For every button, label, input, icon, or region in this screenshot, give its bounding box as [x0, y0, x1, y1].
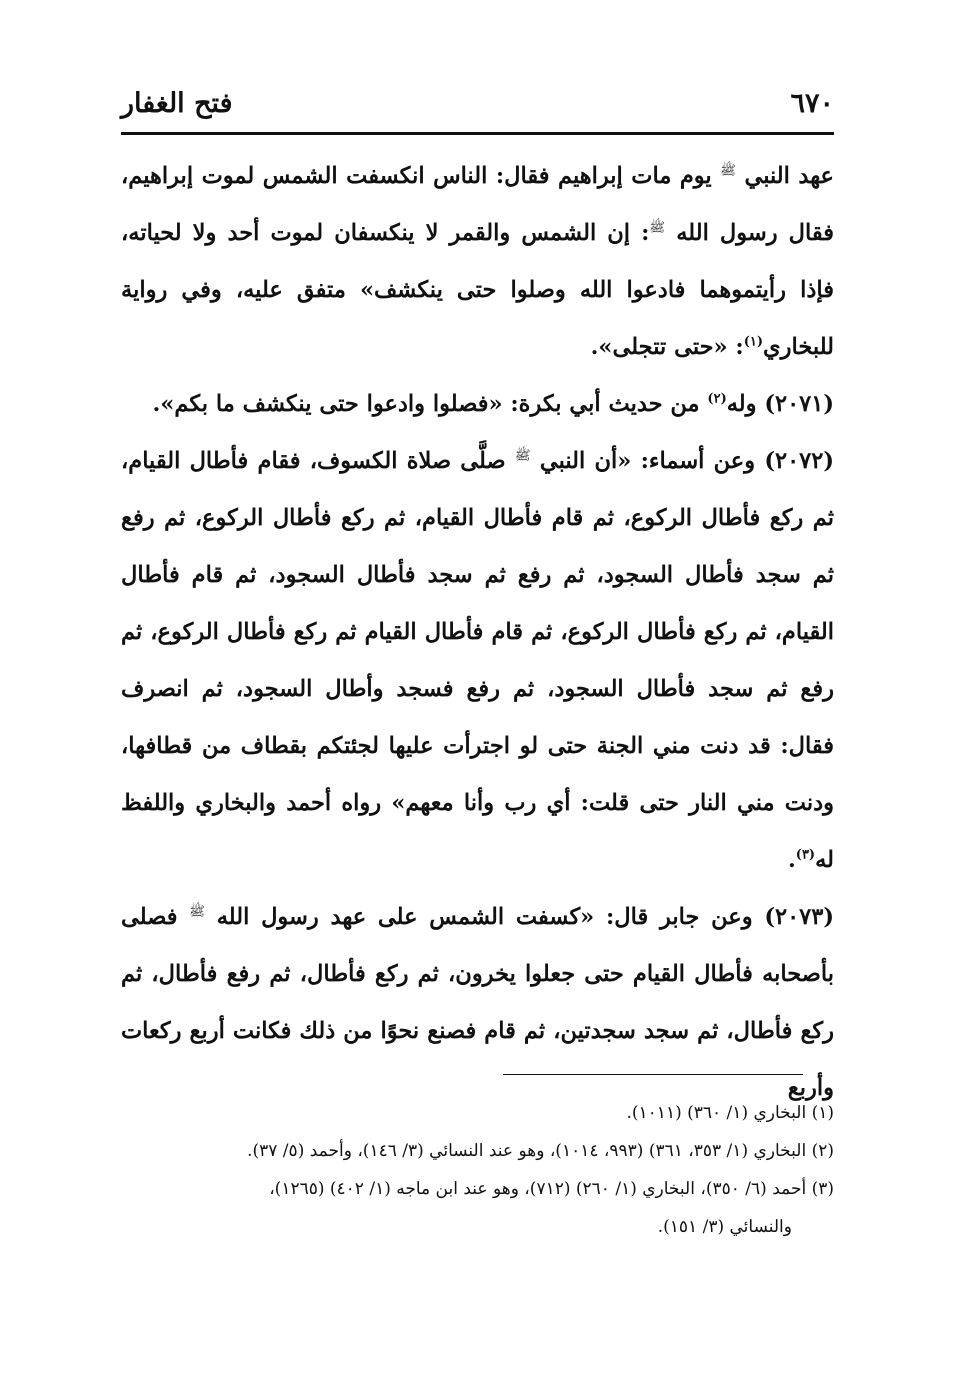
hadith-number: (٢٠٧٢) [764, 448, 834, 474]
honorific-mark: ﷺ [720, 163, 736, 179]
honorific-mark: ﷺ [514, 448, 531, 464]
footnote-ref: (٢) [707, 391, 727, 407]
footnote-3: (٣) أحمد (٦/ ٣٥٠)، البخاري (١/ ٢٦٠) (٧١٢)، وهو عند ابن ماجه (١/ ٤٠٢) (١٢٦٥)، [269, 1179, 834, 1199]
text-span: وله [726, 391, 765, 417]
book-title: فتح الغفار [121, 88, 233, 119]
page-header [121, 86, 834, 132]
hadith-2072 [121, 433, 834, 889]
honorific-mark: ﷺ [649, 220, 666, 236]
text-span: وعن جابر قال: «كسفت الشمس على عهد رسول الله [216, 904, 765, 930]
hadith-number: (٢٠٧١) [764, 391, 834, 417]
text-span: : إن الشمس والقمر لا ينكسفان لموت أحد ولا لحياته، فإذا رأيتموهما فادعوا الله وصلوا حتى ينكشف» متفق عليه، وفي رواية للبخاري [121, 220, 834, 360]
text-span: : «حتى تتجلى». [590, 334, 744, 360]
main-text [121, 148, 834, 1117]
text-span: فصلى بأصحابه فأطال القيام حتى جعلوا يخرون، ثم ركع فأطال، ثم رفع فأطال، ثم ركع فأطال، ثم سجد سجدتين، ثم قام فصنع نحوًا من ذلك فكانت أربع ركعات وأربع [121, 904, 834, 1101]
text-span: وعن أسماء: «أن النبي [539, 448, 765, 474]
text-span: صلَّى صلاة الكسوف، فقام فأطال القيام، ثم ركع فأطال الركوع، ثم قام فأطال القيام، ثم ركع فأطال الركوع، ثم رفع ثم سجد فأطال السجود، ثم رفع ثم سجد فأطال السجود، ثم قام فأطال القيام، ثم ركع فأطال الركوع، ثم قام فأطال القيام ثم ركع فأطال الركوع، ثم رفع ثم سجد فأطال السجود، ثم رفع فسجد وأطال السجود، ثم انصرف فقال: قد دنت مني الجنة حتى لو اجترأت عليها لجئتكم بقطاف من قطافها، ودنت مني النار حتى قلت: أي رب وأنا معهم» رواه أحمد والبخاري واللفظ له [121, 448, 834, 873]
footnote-2: (٢) البخاري (١/ ٣٥٣، ٣٦١) (٩٩٣، ١٠١٤)، وهو عند النسائي (٣/ ١٤٦)، وأحمد (٥/ ٣٧). [247, 1141, 834, 1161]
text-span: يوم مات إبراهيم فقال: الناس انكسفت الشمس لموت إبراهيم، فقال رسول الله [121, 163, 834, 246]
footnote-rule [503, 1074, 803, 1075]
footnotes [121, 1094, 834, 1246]
text-span: عهد النبي [744, 163, 834, 189]
hadith-2071 [121, 376, 834, 433]
footnote-1: (١) البخاري (١/ ٣٦٠) (١٠١١). [626, 1103, 834, 1123]
footnote-ref: (١) [743, 334, 764, 350]
paragraph-continuation [121, 148, 834, 376]
hadith-number: (٢٠٧٣) [764, 904, 835, 930]
page-number: ٦٧٠ [790, 88, 834, 119]
header-rule [121, 132, 834, 135]
text-span: من حديث أبي بكرة: «فصلوا وادعوا حتى ينكشف ما بكم». [152, 391, 708, 417]
honorific-mark: ﷺ [189, 904, 205, 920]
footnote-3-continuation: والنسائي (٣/ ١٥١). [657, 1217, 792, 1237]
footnote-ref: (٣) [795, 847, 816, 863]
text-span: . [787, 847, 796, 873]
hadith-2073 [121, 889, 834, 1117]
